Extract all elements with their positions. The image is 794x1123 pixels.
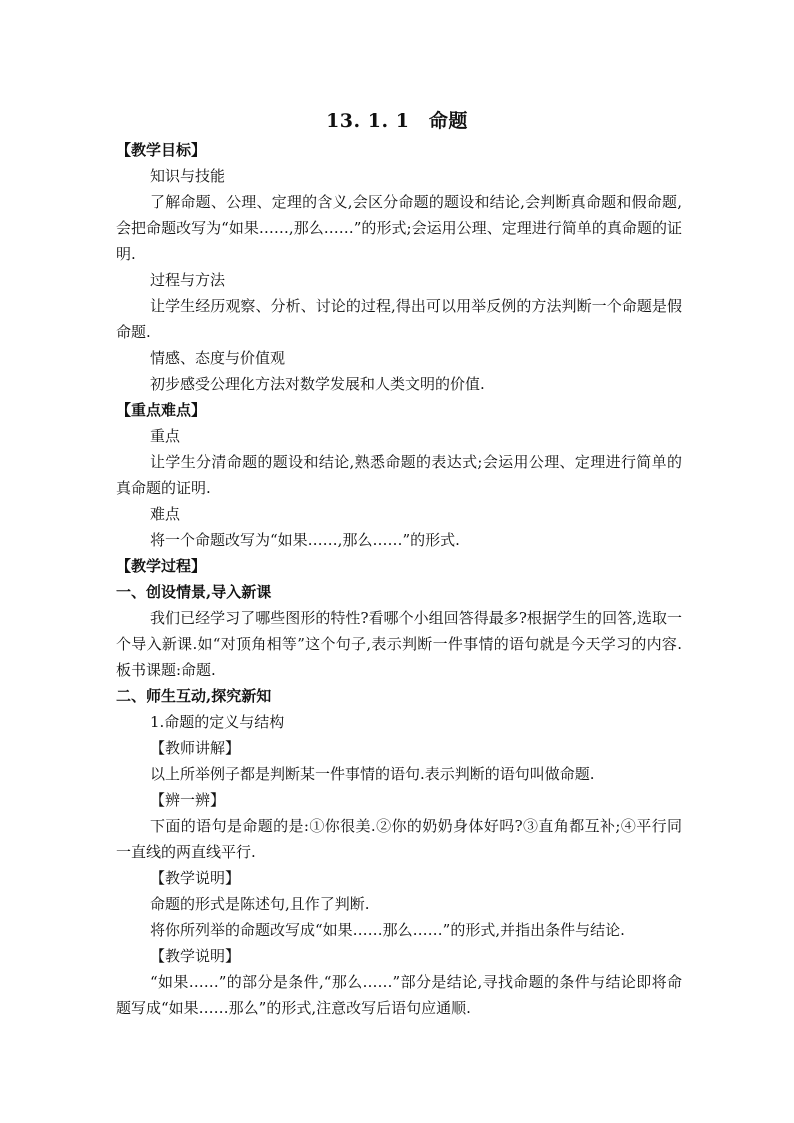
section-heading-goals: 【教学目标】 [116, 141, 207, 159]
paragraph-discriminate: 下面的语句是命题的是:①你很美.②你的奶奶身体好吗?③直角都互补;④平行同一直线的两直线平行. [116, 817, 682, 861]
paragraph-intro: 我们已经学习了哪些图形的特性?看哪个小组回答得最多?根据学生的回答,选取一个导入新课.如“对顶角相等”这个句子,表示判断一件事情的语句就是今天学习的内容.板书课题:命题. [116, 609, 682, 679]
subheading-attitude-values: 情感、态度与价值观 [150, 349, 286, 367]
paragraph-goals-process: 让学生经历观察、分析、讨论的过程,得出可以用举反例的方法判断一个命题是假命题. [116, 297, 682, 341]
subheading-difficulty: 难点 [150, 505, 181, 523]
paragraph-goals-attitude: 初步感受公理化方法对数学发展和人类文明的价值. [150, 375, 485, 393]
section-heading-process: 【教学过程】 [116, 557, 207, 575]
paragraph-note-1b: 将你所列举的命题改写成“如果……那么……”的形式,并指出条件与结论. [150, 921, 625, 939]
paragraph-teacher-explain: 以上所举例子都是判断某一件事情的语句.表示判断的语句叫做命题. [150, 765, 595, 783]
subheading-key-point: 重点 [150, 427, 181, 445]
page-title: 13. 1. 1 命题 [326, 110, 468, 132]
item-definition-structure: 1.命题的定义与结构 [150, 713, 285, 731]
step-heading-explore: 二、师生互动,探究新知 [116, 687, 272, 705]
section-heading-keypoints: 【重点难点】 [116, 401, 207, 419]
tag-teacher-explain: 【教师讲解】 [150, 739, 241, 757]
paragraph-note-1a: 命题的形式是陈述句,且作了判断. [150, 895, 370, 913]
paragraph-key-point: 让学生分清命题的题设和结论,熟悉命题的表达式;会运用公理、定理进行简单的真命题的证明. [116, 453, 682, 497]
paragraph-difficulty: 将一个命题改写为“如果……,那么……”的形式. [150, 531, 460, 549]
paragraph-goals-knowledge: 了解命题、公理、定理的含义,会区分命题的题设和结论,会判断真命题和假命题,会把命题改写为“如果……,那么……”的形式;会运用公理、定理进行简单的真命题的证明. [116, 193, 682, 263]
paragraph-note-2: “如果……”的部分是条件,“那么……”部分是结论,寻找命题的条件与结论即将命题写成“如果……那么”的形式,注意改写后语句应通顺. [116, 973, 682, 1017]
tag-discriminate: 【辨一辨】 [150, 791, 226, 809]
subheading-knowledge-skills: 知识与技能 [150, 167, 226, 185]
tag-teaching-note-2: 【教学说明】 [150, 947, 241, 965]
subheading-process-method: 过程与方法 [150, 271, 226, 289]
step-heading-intro: 一、创设情景,导入新课 [116, 583, 272, 601]
tag-teaching-note-1: 【教学说明】 [150, 869, 241, 887]
